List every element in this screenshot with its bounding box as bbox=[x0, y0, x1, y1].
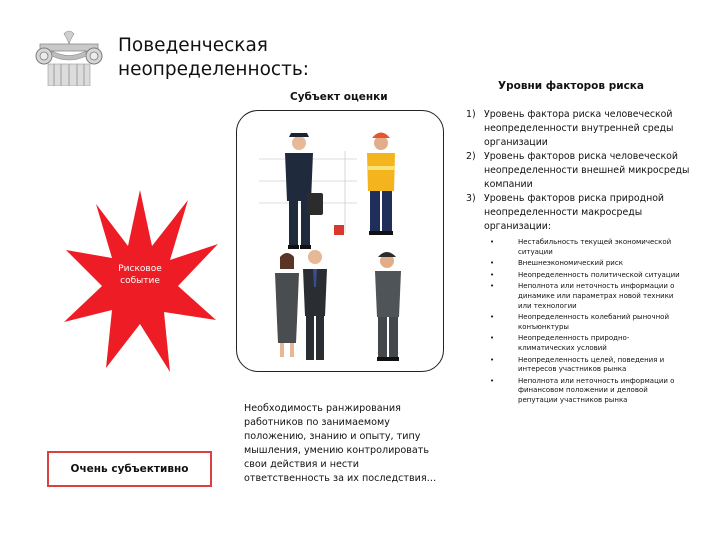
subfactor-item: • Неопределенность природно-климатических условий bbox=[508, 334, 682, 353]
ionic-column-capital-icon bbox=[34, 26, 104, 86]
subfactor-item: • Нестабильность текущей экономической ситуации bbox=[508, 238, 682, 257]
subfactor-item: • Внешнеэкономический риск bbox=[508, 259, 682, 269]
ranking-description: Необходимость ранжирования работников по занимаемому положению, знанию и опыту, типу мышления, умению контролировать свои действия и нести ответственность за их последствия… bbox=[244, 403, 437, 484]
subfactor-item: • Неопределенность колебаний рыночной конъюнктуры bbox=[508, 313, 682, 332]
subfactors-list bbox=[466, 238, 696, 406]
risk-level-number: 2) bbox=[466, 151, 476, 162]
very-subjective-label: Очень субъективно bbox=[70, 463, 189, 475]
workers-photo-panel bbox=[236, 110, 444, 372]
subfactor-item: • Неопределенность политической ситуации bbox=[508, 271, 682, 281]
risk-levels-list bbox=[466, 108, 696, 408]
risk-level-text: Уровень факторов риска природной неопределенности макросреды организации: bbox=[484, 193, 665, 232]
risk-level-item bbox=[466, 108, 696, 150]
slide-title: Поведенческая неопределенность: bbox=[118, 35, 309, 80]
levels-heading: Уровни факторов риска bbox=[498, 80, 645, 92]
risk-level-text: Уровень фактора риска человеческой неопределенности внутренней среды организации bbox=[484, 109, 674, 148]
risk-level-item bbox=[466, 192, 696, 234]
risk-level-text: Уровень факторов риска человеческой неопределенности внешней микросреды компании bbox=[484, 151, 690, 190]
subject-heading: Субъект оценки bbox=[290, 91, 388, 103]
subfactor-item: • Неполнота или неточность информации о финансовом положении и деловой репутации участников рынка bbox=[508, 377, 682, 406]
very-subjective-box bbox=[47, 451, 212, 487]
subfactor-item: • Неопределенность целей, поведения и интересов участников рынка bbox=[508, 356, 682, 375]
risk-level-number: 1) bbox=[466, 109, 476, 120]
workers-figures-icon bbox=[237, 111, 442, 370]
risk-level-number: 3) bbox=[466, 193, 476, 204]
subfactors-container bbox=[466, 238, 696, 406]
risk-event-label: Рисковое событие bbox=[118, 264, 162, 286]
risk-level-item bbox=[466, 150, 696, 192]
subfactor-item: • Неполнота или неточность информации о динамике или параметрах новой техники или технологии bbox=[508, 282, 682, 311]
